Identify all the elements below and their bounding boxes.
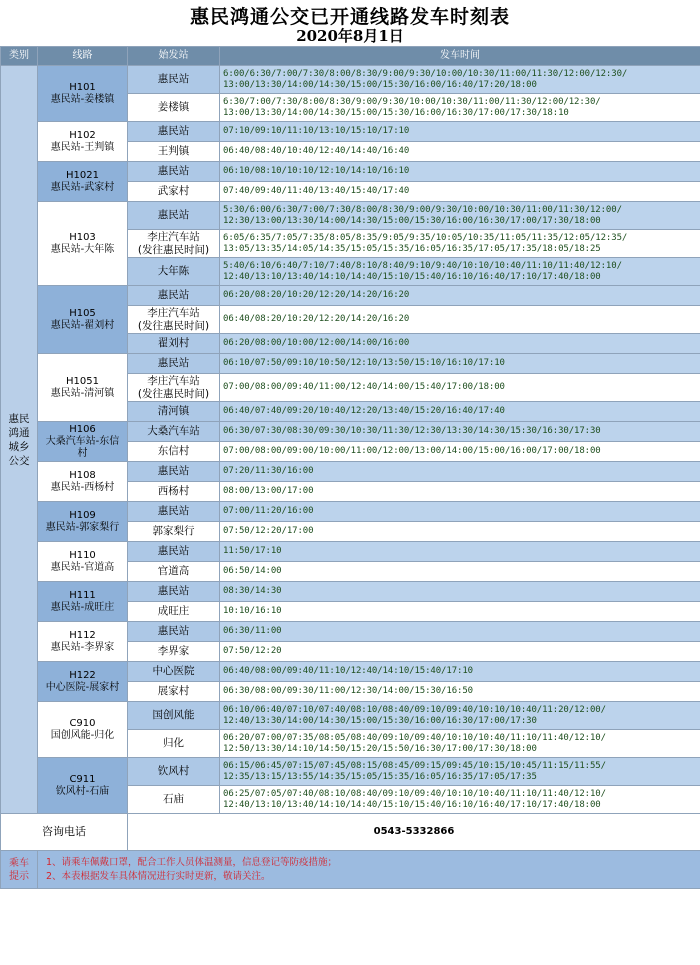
table-row (1, 462, 700, 482)
times-line: 12:40/13:30/14:00/14:30/15:00/15:30/16:00/16:30/17:00/17:30 (223, 715, 537, 726)
station-cell: 惠民站 (128, 502, 220, 522)
header-start: 始发站 (128, 47, 220, 66)
times-line: 07:00/11:20/16:00 (223, 506, 314, 516)
times-cell (220, 702, 700, 730)
times-line: 6:00/6:30/7:00/7:30/8:00/8:30/9:00/9:30/10:00/10:30/11:00/11:30/12:00/12:30/ (223, 68, 628, 79)
tip-line: 1、请乘车佩戴口罩，配合工作人员体温测量，信息登记等防疫措施； (46, 856, 338, 868)
route-cell (38, 758, 128, 814)
times-cell (220, 162, 700, 182)
station-cell: 展家村 (128, 682, 220, 702)
route-cell (38, 502, 128, 542)
times-cell (220, 442, 700, 462)
times-line: 06:50/14:00 (223, 566, 282, 576)
header-route: 线路 (38, 47, 128, 66)
table-row (1, 702, 700, 730)
times-line: 06:40/08:20/10:20/12:20/14:20/16:20 (223, 314, 410, 324)
route-cell (38, 122, 128, 162)
times-cell (220, 122, 700, 142)
route-name: 惠民站-大年陈 (50, 243, 115, 255)
station-cell: 惠民站 (128, 622, 220, 642)
page-title: 惠民鸿通公交已开通线路发车时刻表 (189, 6, 510, 28)
times-line: 06:10/06:40/07:10/07:40/08:10/08:40/09:10/09:40/10:10/10:40/11:20/12:00/ (223, 704, 606, 715)
route-code: H109 (69, 509, 96, 521)
times-cell (220, 258, 700, 286)
times-cell (220, 682, 700, 702)
route-name: 惠民站-武家村 (50, 181, 115, 193)
route-cell (38, 66, 128, 122)
station-cell: 惠民站 (128, 354, 220, 374)
route-cell (38, 462, 128, 502)
times-line: 06:15/06:45/07:15/07:45/08:15/08:45/09:15/09:45/10:15/10:45/11:15/11:55/ (223, 760, 606, 771)
route-code: H105 (69, 307, 96, 319)
table-row (1, 162, 700, 182)
times-cell (220, 286, 700, 306)
route-code: H108 (69, 469, 96, 481)
times-cell (220, 482, 700, 502)
station-cell: 武家村 (128, 182, 220, 202)
times-line: 06:20/08:20/10:20/12:20/14:20/16:20 (223, 290, 410, 300)
route-cell (38, 202, 128, 286)
times-cell (220, 602, 700, 622)
times-cell (220, 66, 700, 94)
times-line: 6:05/6:35/7:05/7:35/8:05/8:35/9:05/9:35/10:05/10:35/11:05/11:35/12:05/12:35/ (223, 232, 628, 243)
route-code: H101 (69, 81, 96, 93)
route-name: 国创风能-归化 (50, 729, 115, 741)
times-cell (220, 142, 700, 162)
times-cell (220, 582, 700, 602)
times-line: 07:00/08:00/09:00/10:00/11:00/12:00/13:00/14:00/15:00/16:00/17:00/18:00 (223, 446, 601, 456)
times-cell (220, 202, 700, 230)
table-row (1, 662, 700, 682)
times-cell (220, 758, 700, 786)
times-line: 5:30/6:00/6:30/7:00/7:30/8:00/8:30/9:00/9:30/10:00/10:30/11:00/11:30/12:00/ (223, 204, 622, 215)
station-cell: 惠民站 (128, 202, 220, 230)
route-name: 中心医院-展家村 (45, 681, 120, 693)
route-code: C910 (69, 717, 96, 729)
route-name: 大桑汽车站-东信村 (45, 435, 120, 459)
station-cell: 惠民站 (128, 462, 220, 482)
station-cell: 李庄汽车站 (发往惠民时间) (128, 374, 220, 402)
times-cell (220, 230, 700, 258)
route-code: H106 (69, 423, 96, 435)
times-line: 13:00/13:30/14:00/14:30/15:00/15:30/16:00/16:40/17:20/18:00 (223, 79, 537, 90)
header-row (1, 47, 700, 66)
tips-row (1, 851, 700, 889)
route-code: H112 (69, 629, 96, 641)
times-cell (220, 662, 700, 682)
station-cell: 惠民站 (128, 542, 220, 562)
times-line: 07:40/09:40/11:40/13:40/15:40/17:40 (223, 186, 410, 196)
route-cell (38, 622, 128, 662)
route-code: H1051 (66, 375, 99, 387)
times-line: 06:30/11:00 (223, 626, 282, 636)
route-cell (38, 542, 128, 582)
times-cell (220, 642, 700, 662)
times-cell (220, 354, 700, 374)
route-cell (38, 162, 128, 202)
times-line: 12:40/13:10/13:40/14:10/14:40/15:10/15:40/16:10/16:40/17:10/17:40/18:00 (223, 271, 601, 282)
category-cell: 惠民鸿通城乡公交 (1, 66, 38, 814)
times-cell (220, 542, 700, 562)
route-name: 惠民站-成旺庄 (50, 601, 115, 613)
route-name: 钦风村-石庙 (55, 785, 110, 797)
times-line: 5:40/6:10/6:40/7:10/7:40/8:10/8:40/9:10/9:40/10:10/10:40/11:10/11:40/12:10/ (223, 260, 622, 271)
route-name: 惠民站-清河镇 (50, 387, 115, 399)
times-line: 12:30/13:00/13:30/14:00/14:30/15:00/15:30/16:00/16:30/17:00/17:30/18:00 (223, 215, 601, 226)
times-line: 13:05/13:35/14:05/14:35/15:05/15:35/16:05/16:35/17:05/17:35/18:05/18:25 (223, 243, 601, 254)
table-row (1, 758, 700, 786)
table-row (1, 422, 700, 442)
station-cell: 惠民站 (128, 162, 220, 182)
times-line: 12:40/13:10/13:40/14:10/14:40/15:10/15:40/16:10/16:40/17:10/17:40/18:00 (223, 799, 601, 810)
times-cell (220, 182, 700, 202)
route-code: H103 (69, 231, 96, 243)
times-cell (220, 730, 700, 758)
times-line: 12:50/13:30/14:10/14:50/15:20/15:50/16:30/17:00/17:30/18:00 (223, 743, 537, 754)
station-cell: 惠民站 (128, 582, 220, 602)
route-code: H122 (69, 669, 96, 681)
route-name: 惠民站-姜楼镇 (50, 93, 115, 105)
route-name: 惠民站-李界家 (50, 641, 115, 653)
times-line: 06:30/07:30/08:30/09:30/10:30/11:30/12:30/13:30/14:30/15:30/16:30/17:30 (223, 426, 601, 436)
times-cell (220, 522, 700, 542)
station-cell: 李界家 (128, 642, 220, 662)
station-cell: 成旺庄 (128, 602, 220, 622)
route-name: 惠民站-西杨村 (50, 481, 115, 493)
route-code: C911 (69, 773, 96, 785)
route-name: 惠民站-郭家梨行 (45, 521, 120, 533)
times-line: 13:00/13:30/14:00/14:30/15:00/15:30/16:00/16:30/17:00/17:30/18:10 (223, 107, 569, 118)
times-line: 10:10/16:10 (223, 606, 282, 616)
route-cell (38, 662, 128, 702)
times-cell (220, 306, 700, 334)
times-cell (220, 622, 700, 642)
tips-label: 乘车 提示 (1, 851, 38, 889)
times-cell (220, 462, 700, 482)
times-line: 06:40/08:00/09:40/11:10/12:40/14:10/15:40/17:10 (223, 666, 473, 676)
route-cell (38, 354, 128, 422)
phone-row (1, 814, 700, 851)
table-row (1, 354, 700, 374)
times-line: 06:25/07:05/07:40/08:10/08:40/09:10/09:40/10:10/10:40/11:10/11:40/12:10/ (223, 788, 606, 799)
times-line: 06:40/07:40/09:20/10:40/12:20/13:40/15:20/16:40/17:40 (223, 406, 505, 416)
table-row (1, 202, 700, 230)
station-cell: 石庙 (128, 786, 220, 814)
station-cell: 王判镇 (128, 142, 220, 162)
times-line: 07:00/08:00/09:40/11:00/12:40/14:00/15:40/17:00/18:00 (223, 382, 505, 392)
table-row (1, 502, 700, 522)
times-line: 07:10/09:10/11:10/13:10/15:10/17:10 (223, 126, 410, 136)
phone-number: 0543-5332866 (128, 814, 700, 851)
route-code: H102 (69, 129, 96, 141)
tip-line: 2、本表根据发车具体情况进行实时更新，敬请关注。 (46, 870, 271, 882)
times-cell (220, 562, 700, 582)
times-cell (220, 786, 700, 814)
station-cell: 惠民站 (128, 122, 220, 142)
times-cell (220, 334, 700, 354)
station-cell: 大年陈 (128, 258, 220, 286)
route-cell (38, 286, 128, 354)
station-cell: 中心医院 (128, 662, 220, 682)
route-cell (38, 582, 128, 622)
table-row (1, 122, 700, 142)
table-row (1, 622, 700, 642)
station-cell: 清河镇 (128, 402, 220, 422)
times-line: 06:40/08:40/10:40/12:40/14:40/16:40 (223, 146, 410, 156)
station-cell: 大桑汽车站 (128, 422, 220, 442)
station-cell: 姜楼镇 (128, 94, 220, 122)
times-line: 07:50/12:20 (223, 646, 282, 656)
station-cell: 惠民站 (128, 286, 220, 306)
times-line: 08:00/13:00/17:00 (223, 486, 314, 496)
table-row (1, 582, 700, 602)
times-line: 08:30/14:30 (223, 586, 282, 596)
times-cell (220, 94, 700, 122)
times-line: 06:10/08:10/10:10/12:10/14:10/16:10 (223, 166, 410, 176)
times-cell (220, 422, 700, 442)
times-line: 06:10/07:50/09:10/10:50/12:10/13:50/15:10/16:10/17:10 (223, 358, 505, 368)
times-cell (220, 502, 700, 522)
station-cell: 国创风能 (128, 702, 220, 730)
times-line: 06:20/08:00/10:00/12:00/14:00/16:00 (223, 338, 410, 348)
times-line: 6:30/7:00/7:30/8:00/8:30/9:00/9:30/10:00/10:30/11:00/11:30/12:00/12:30/ (223, 96, 601, 107)
times-cell (220, 402, 700, 422)
route-code: H111 (69, 589, 96, 601)
times-line: 06:30/08:00/09:30/11:00/12:30/14:00/15:30/16:50 (223, 686, 473, 696)
route-name: 惠民站-翟刘村 (50, 319, 115, 331)
route-name: 惠民站-王判镇 (50, 141, 115, 153)
route-code: H110 (69, 549, 96, 561)
station-cell: 官道高 (128, 562, 220, 582)
station-cell: 李庄汽车站 (发往惠民时间) (128, 306, 220, 334)
header-times: 发车时间 (220, 47, 700, 66)
station-cell: 李庄汽车站 (发往惠民时间) (128, 230, 220, 258)
times-line: 12:35/13:15/13:55/14:35/15:05/15:35/16:05/16:35/17:05/17:35 (223, 771, 537, 782)
table-row (1, 542, 700, 562)
route-cell (38, 422, 128, 462)
station-cell: 惠民站 (128, 66, 220, 94)
times-line: 11:50/17:10 (223, 546, 282, 556)
page-date: 2020年8月1日 (296, 27, 404, 45)
times-line: 06:20/07:00/07:35/08:05/08:40/09:10/09:40/10:10/10:40/11:10/11:40/12:10/ (223, 732, 606, 743)
station-cell: 郭家梨行 (128, 522, 220, 542)
route-name: 惠民站-官道高 (50, 561, 115, 573)
phone-label: 咨询电话 (1, 814, 128, 851)
timetable (0, 46, 700, 889)
times-line: 07:20/11:30/16:00 (223, 466, 314, 476)
timetable-body (1, 66, 700, 889)
station-cell: 归化 (128, 730, 220, 758)
times-cell (220, 374, 700, 402)
station-cell: 翟刘村 (128, 334, 220, 354)
route-code: H1021 (66, 169, 99, 181)
route-cell (38, 702, 128, 758)
table-row (1, 66, 700, 94)
header-category: 类别 (1, 47, 38, 66)
table-row (1, 286, 700, 306)
station-cell: 西杨村 (128, 482, 220, 502)
station-cell: 钦风村 (128, 758, 220, 786)
times-line: 07:50/12:20/17:00 (223, 526, 314, 536)
station-cell: 东信村 (128, 442, 220, 462)
tips-text (38, 851, 700, 889)
